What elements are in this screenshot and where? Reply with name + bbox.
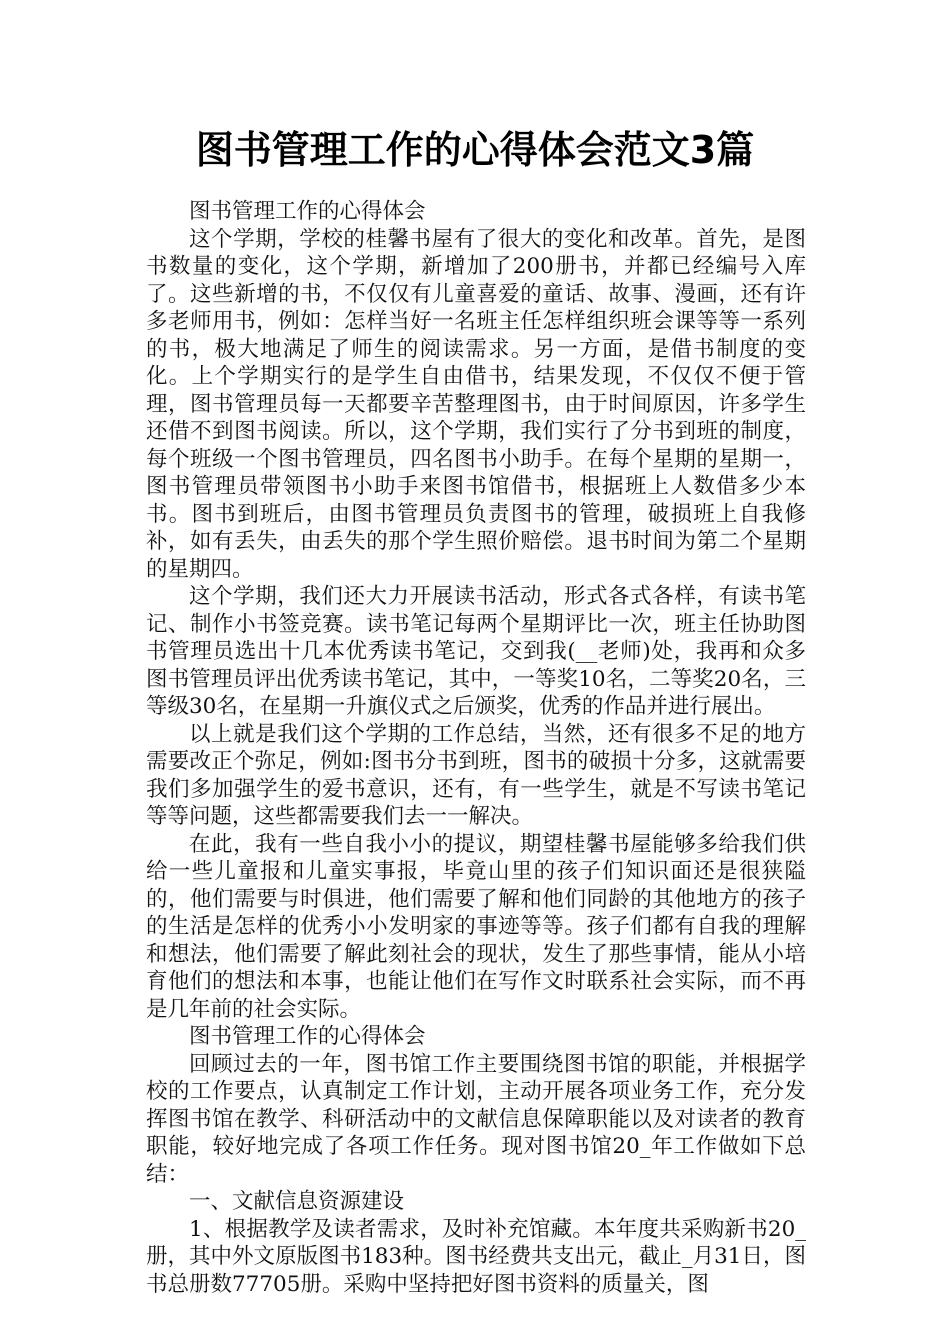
subsection-heading-resources: 一、文献信息资源建设 xyxy=(189,1189,405,1214)
paragraph-shortcomings: 以上就是我们这个学期的工作总结，当然，还有很多不足的地方需要改正个弥足，例如:图书分书到班，图书的破损十分多，这就需要我们多加强学生的爱书意识，还有，有一些学生，就是不写读书笔记等等问题，这些都需要我们去一一解决。 xyxy=(146,721,806,829)
paragraph-acquisitions: 1、根据教学及读者需求，及时补充馆藏。本年度共采购新书20_册，其中外文原版图书183种。图书经费共支出元，截止_月31日，图书总册数77705册。采购中坚持把好图书资料的质量关，图 xyxy=(146,1216,806,1297)
document-title: 图书管理工作的心得体会范文3篇 xyxy=(195,128,755,172)
paragraph-suggestions: 在此，我有一些自我小小的提议，期望桂馨书屋能够多给我们供给一些儿童报和儿童实事报，毕竟山里的孩子们知识面还是很狭隘的，他们需要与时俱进，他们需要了解和他们同龄的其他地方的孩子的生活是怎样的优秀小小发明家的事迹等等。孩子们都有自我的理解和想法，他们需要了解此刻社会的现状，发生了那些事情，能从小培育他们的想法和本事，也能让他们在写作文时联系社会实际，而不再是几年前的社会实际。 xyxy=(146,831,806,1022)
paragraph-annual-review: 回顾过去的一年，图书馆工作主要围绕图书馆的职能，并根据学校的工作要点，认真制定工作计划，主动开展各项业务工作，充分发挥图书馆在教学、科研活动中的文献信息保障职能以及对读者的教育职能，较好地完成了各项工作任务。现对图书馆20_年工作做如下总结： xyxy=(146,1051,806,1187)
section-heading-2: 图书管理工作的心得体会 xyxy=(189,1024,426,1049)
paragraph-reading-activities: 这个学期，我们还大力开展读书活动，形式各式各样，有读书笔记、制作小书签竞赛。读书笔记每两个星期评比一次，班主任协助图书管理员选出十几本优秀读书笔记，交到我(__老师)处，我再和众多图书管理员评出优秀读书笔记，其中，一等奖10名，二等奖20名，三等级30名，在星期一升旗仪式之后颁奖，优秀的作品并进行展出。 xyxy=(146,584,806,719)
paragraph-library-changes: 这个学期，学校的桂馨书屋有了很大的变化和改革。首先，是图书数量的变化，这个学期，新增加了200册书，并都已经编号入库了。这些新增的书，不仅仅有儿童喜爱的童话、故事、漫画，还有许多老师用书，例如：怎样当好一名班主任怎样组织班会课等等一系列的书，极大地满足了师生的阅读需求。另一方面，是借书制度的变化。上个学期实行的是学生自由借书，结果发现，不仅仅不便于管理，图书管理员每一天都要辛苦整理图书，由于时间原因，许多学生还借不到图书阅读。所以，这个学期，我们实行了分书到班的制度，每个班级一个图书管理员，四名图书小助手。在每个星期的星期一，图书管理员带领图书小助手来图书馆借书，根据班上人数借多少本书。图书到班后，由图书管理员负责图书的管理，破损班上自我修补，如有丢失，由丢失的那个学生照价赔偿。退书时间为第二个星期的星期四。 xyxy=(146,226,806,582)
document-body xyxy=(146,198,806,1298)
section-heading-1: 图书管理工作的心得体会 xyxy=(189,199,426,224)
